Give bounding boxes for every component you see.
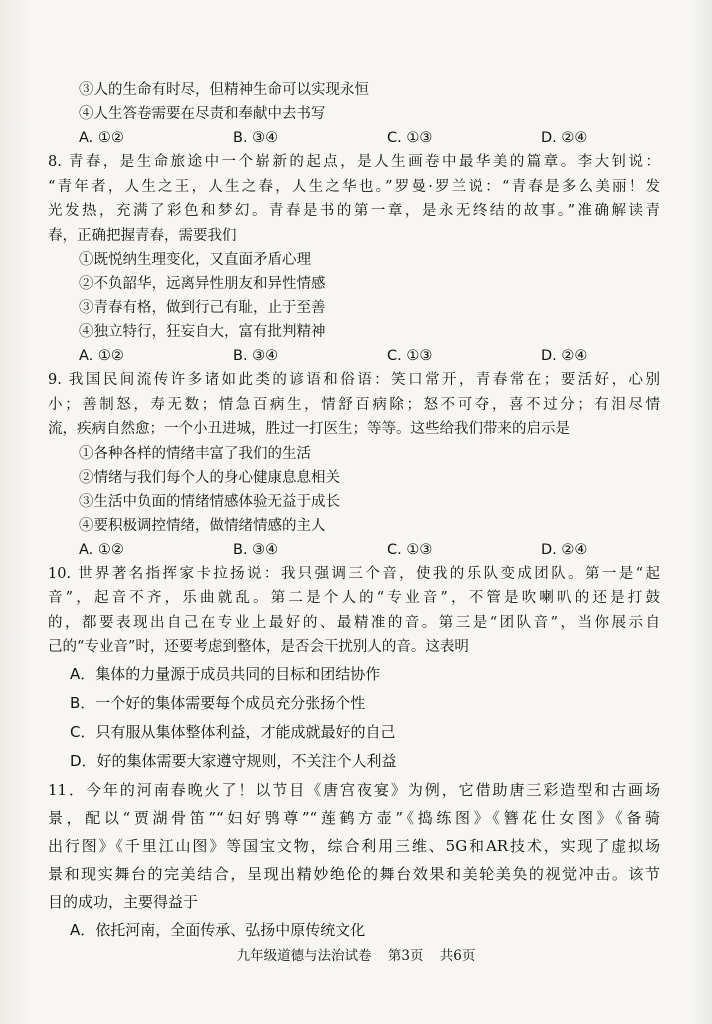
q7-options: [48, 126, 660, 150]
q9-option-b: B. ③④: [233, 541, 279, 558]
q7-item-3: ③人的生命有时尽，但精神生命可以实现永恒: [79, 82, 369, 98]
q8-option-a: A. ①②: [79, 348, 124, 364]
q9-item-2: ②情绪与我们每个人的身心健康息息相关: [79, 469, 340, 486]
q11-stem-line: 景和现实舞台的完美结合，呈现出精妙绝伦的舞台效果和美轮美奂的视觉冲击。该节: [48, 864, 660, 883]
q8-item-2: ②不负韶华，远离异性朋友和异性情感: [79, 276, 326, 292]
q7-option-b: B. ③④: [233, 130, 279, 146]
q8-option-c: C. ①③: [387, 348, 433, 364]
q8-options: [48, 344, 660, 368]
q8-option-d: D. ②④: [541, 348, 588, 364]
q10-option-a: A．集体的力量源于成员共同的目标和团结协作: [70, 664, 381, 683]
q10-option-c: C．只有服从集体整体利益，才能成就最好的自己: [70, 722, 396, 741]
q7-option-d: D. ②④: [541, 130, 588, 146]
q8-item-4: ④独立特行，狂妄自大，富有批判精神: [79, 324, 326, 340]
q11-stem-line: 11．今年的河南春晚火了！以节目《唐宫夜宴》为例，它借助唐三彩造型和古画场: [48, 780, 660, 799]
q9-stem-line: 流，疾病自然愈；一个小丑进城，胜过一打医生；等等。这些给我们带来的启示是: [48, 421, 570, 437]
q7-option-a: A. ①②: [79, 130, 124, 146]
q9-option-d: D. ②④: [541, 541, 588, 558]
q9-stem-line: 小；善制怒，寿无数；情急百病生，情舒百病除；怒不可夺，喜不过分；有泪尽情: [48, 396, 660, 413]
q7-item-4: ④人生答卷需要在尽责和奉献中去书写: [79, 106, 326, 122]
q7-option-c: C. ①③: [387, 130, 433, 146]
q10-stem-line: 音”，起音不齐，乐曲就乱。第二是个人的“专业音”，不管是吹喇叭的还是打鼓: [48, 590, 660, 606]
q8-stem-line: “青年者，人生之王，人生之春，人生之华也。”罗曼·罗兰说：“青春是多么美丽！发: [48, 178, 660, 195]
question-10: [48, 562, 660, 776]
q9-item-1: ①各种各样的情绪丰富了我们的生活: [79, 445, 311, 462]
q9-option-a: A. ①②: [79, 541, 124, 558]
footer-total-pages: 共6页: [439, 948, 476, 964]
question-8: [48, 150, 660, 368]
q11-option-a: A．依托河南，全面传承、弘扬中原传统文化: [70, 920, 366, 939]
q8-stem-line: 8. 青春，是生命旅途中一个崭新的起点，是人生画卷中最华美的篇章。李大钊说：: [48, 154, 660, 170]
footer-page-number: 第3页: [387, 948, 424, 964]
q10-option-b: B．一个好的集体需要每个成员充分张扬个性: [70, 693, 366, 712]
q9-option-c: C. ①③: [387, 541, 433, 558]
q8-item-3: ③青春有格，做到行己有耻，止于至善: [79, 300, 326, 316]
q8-stem-line: 光发热，充满了彩色和梦幻。青春是书的第一章，是永无终结的故事。”准确解读青: [48, 203, 660, 219]
q11-stem-line: 目的成功，主要得益于: [48, 892, 199, 911]
question-11: [48, 776, 660, 945]
page-footer: [0, 944, 712, 964]
q10-stem-line: 的，都要表现出自己在专业上最好的、最精准的音。第三是“团队音”，当你展示自: [48, 614, 660, 631]
q8-stem-line: 春，正确把握青春，需要我们: [48, 227, 237, 244]
footer-title: 九年级道德与法治试卷: [236, 948, 372, 964]
q9-item-4: ④要积极调控情绪，做情绪情感的主人: [79, 517, 326, 534]
question-9: [48, 368, 660, 562]
q9-item-3: ③生活中负面的情绪情感体验无益于成长: [79, 493, 340, 510]
q10-stem-line: 10. 世界著名指挥家卡拉扬说：我只强调三个音，使我的乐队变成团队。第一是“起: [48, 565, 660, 582]
exam-content: [48, 78, 660, 945]
q10-option-d: D．好的集体需要大家遵守规则，不关注个人利益: [70, 751, 397, 770]
q11-stem-line: 出行图》《千里江山图》等国宝文物，综合利用三维、5G和AR技术，实现了虚拟场: [48, 836, 660, 855]
q9-stem-line: 9. 我国民间流传许多诸如此类的谚语和俗语：笑口常开，青春常在；要活好，心别: [48, 372, 660, 388]
q9-options: [48, 538, 660, 562]
q11-stem-line: 景，配以“贾湖骨笛”“妇好鸮尊”“莲鹤方壶”《捣练图》《簪花仕女图》《备骑: [48, 808, 660, 827]
q8-item-1: ①既悦纳生理变化，又直面矛盾心理: [79, 252, 311, 268]
q10-stem-line: 己的“专业音”时，还要考虑到整体，是否会干扰别人的音。这表明: [48, 639, 469, 655]
q8-option-b: B. ③④: [233, 348, 279, 364]
